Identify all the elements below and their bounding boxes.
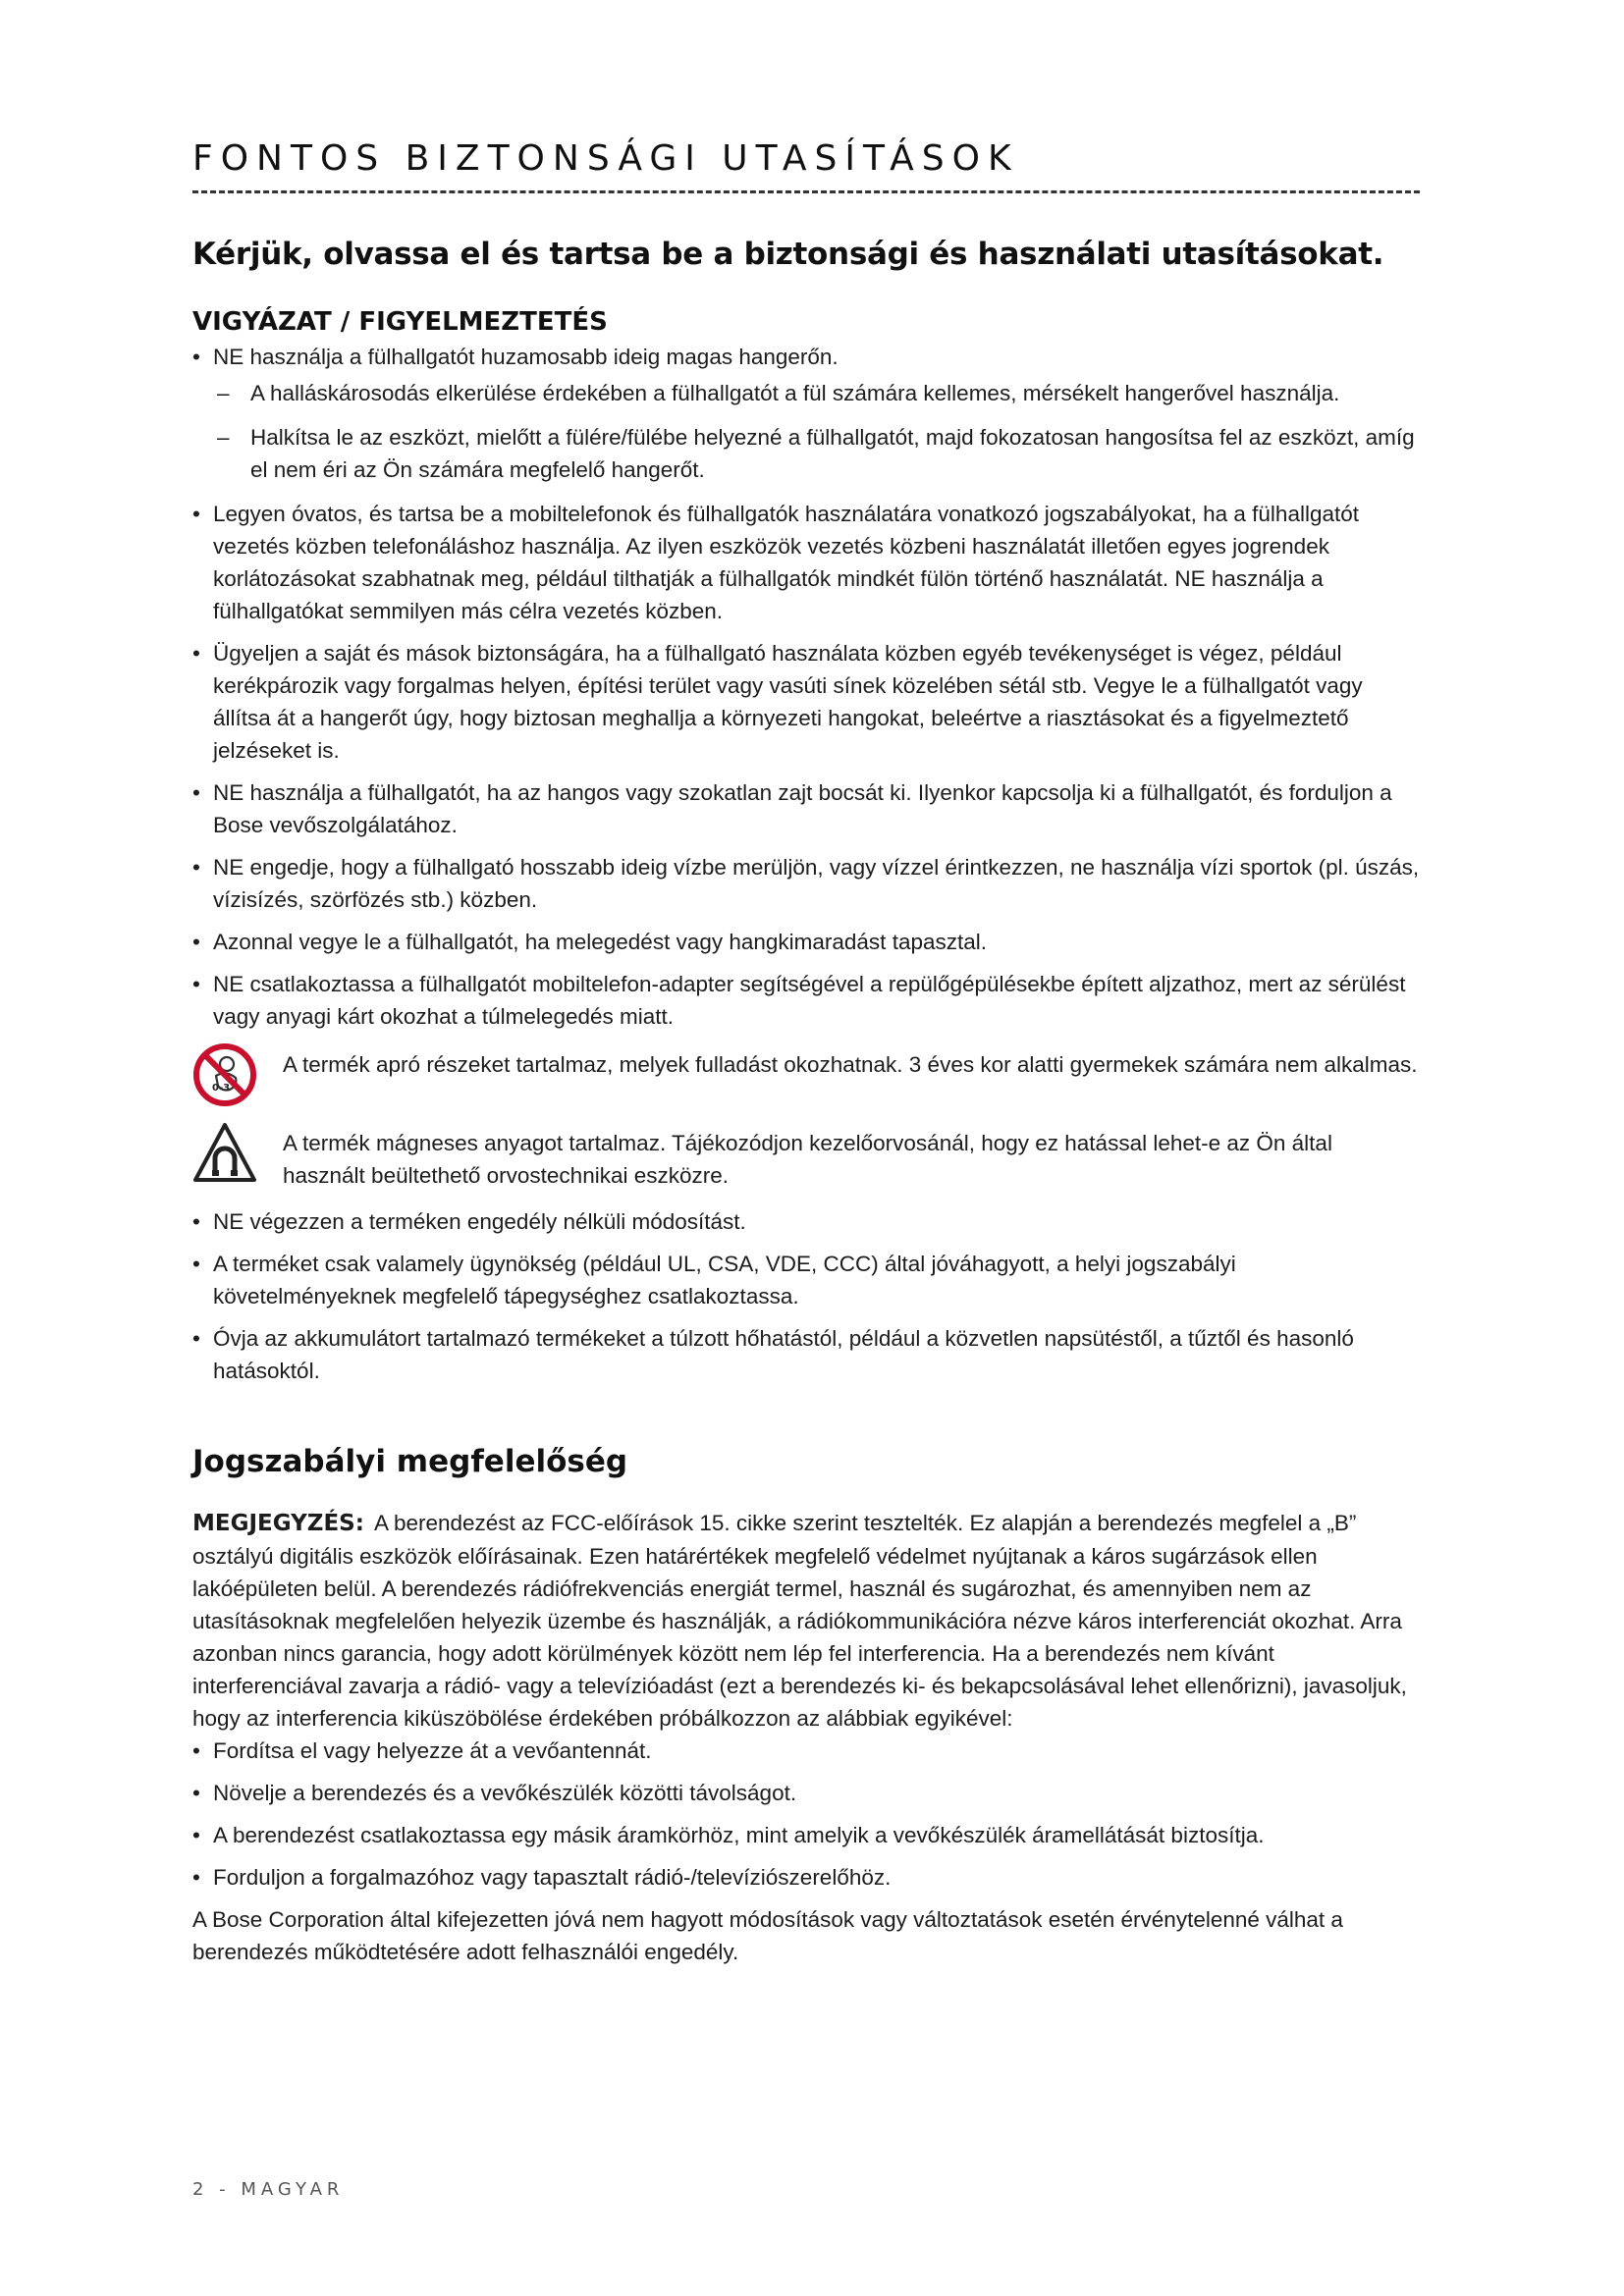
- warning-subitem: – A halláskárosodás elkerülése érdekében a fülhallgatót a fül számára kellemes, mérsékelt hangerővel használja.: [213, 377, 1420, 409]
- warning-list-continued: [192, 1205, 1420, 1387]
- warning-item: • NE engedje, hogy a fülhallgató hosszabb ideig vízbe merüljön, vagy vízzel érintkezzen, ne használja vízi sportok (pl. úszás, vízisízés, szörfözés stb.) közben.: [192, 851, 1420, 916]
- regulatory-heading: Jogszabályi megfelelőség: [192, 1444, 628, 1479]
- note-label: MEGJEGYZÉS:: [192, 1511, 364, 1536]
- note-text: A berendezést az FCC-előírások 15. cikke szerint tesztelték. Ez alapján a berendezés megfelel a „B” osztályú digitális eszközök előírásainak. Ezen határértékek megfelelő védelmet nyújtanak a káros sugárzások ellen lakóépületen belül. A berendezés rádiófrekvenciás energiát termel, használ és sugározhat, és amennyiben nem az utasításoknak megfelelően helyezik üzembe és használják, a rádiókommunikációra nézve káros interferenciát okozhat. Arra azonban nincs garancia, hogy adott körülmények között nem lép fel interferencia. Ha a berendezés nem kívánt interferenciával zavarja a rádió- vagy a televízióadást (ezt a berendezés ki- és bekapcsolásával lehet ellenőrizni), javasoljuk, hogy az interferencia kiküszöbölése érdekében próbálkozzon az alábbiak egyikével:: [192, 1511, 1407, 1731]
- title-divider: [192, 190, 1420, 193]
- page-footer: 2 - MAGYAR: [192, 2179, 345, 2200]
- choking-hazard-text: A termék apró részeket tartalmaz, melyek fulladást okozhatnak. 3 éves kor alatti gyermekek számára nem alkalmas.: [283, 1052, 1418, 1077]
- regulatory-item: • Forduljon a forgalmazóhoz vagy tapasztalt rádió-/televíziószerelőhöz.: [192, 1861, 1420, 1894]
- regulatory-note: [192, 1507, 1420, 1735]
- warning-item-text: NE használja a fülhallgatót huzamosabb ideig magas hangerőn.: [213, 345, 839, 369]
- magnet-notice: [192, 1121, 1420, 1192]
- warning-item: • A terméket csak valamely ügynökség (például UL, CSA, VDE, CCC) által jóváhagyott, a helyi jogszabályi követelményeknek megfelelő tápegységhez csatlakoztassa.: [192, 1248, 1420, 1312]
- warning-heading: VIGYÁZAT / FIGYELMEZTETÉS: [192, 307, 608, 337]
- svg-text:0-3: 0-3: [212, 1083, 231, 1094]
- magnet-notice-text: A termék mágneses anyagot tartalmaz. Tájékozódjon kezelőorvosánál, hogy ez hatással lehet-e az Ön által használt beültethető orvostechnikai eszközre.: [283, 1131, 1332, 1188]
- regulatory-item: • Növelje a berendezés és a vevőkészülék közötti távolságot.: [192, 1777, 1420, 1809]
- warning-item: • NE végezzen a terméken engedély nélküli módosítást.: [192, 1205, 1420, 1238]
- regulatory-closing: A Bose Corporation által kifejezetten jóvá nem hagyott módosítások vagy változtatások esetén érvénytelenné válhat a berendezés működtetésére adott felhasználói engedély.: [192, 1907, 1343, 1964]
- regulatory-list: [192, 1735, 1420, 1894]
- page-title: FONTOS BIZTONSÁGI UTASÍTÁSOK: [192, 138, 1019, 179]
- warning-subitem: – Halkítsa le az eszközt, mielőtt a fülére/fülébe helyezné a fülhallgatót, majd fokozatosan hangosítsa fel az eszközt, amíg el nem éri az Ön számára megfelelő hangerőt.: [213, 421, 1420, 486]
- choking-hazard-notice: [192, 1042, 1420, 1107]
- warning-item: • NE csatlakoztassa a fülhallgatót mobiltelefon-adapter segítségével a repülőgépülésekbe épített aljzathoz, mert az sérülést vagy anyagi kárt okozhat a túlmelegedés miatt.: [192, 968, 1420, 1033]
- warning-sublist: [213, 377, 1420, 486]
- choking-hazard-icon: [192, 1042, 257, 1107]
- magnet-warning-icon: [192, 1121, 257, 1186]
- regulatory-item: • Fordítsa el vagy helyezze át a vevőantennát.: [192, 1735, 1420, 1767]
- warning-item: • NE használja a fülhallgatót, ha az hangos vagy szokatlan zajt bocsát ki. Ilyenkor kapcsolja ki a fülhallgatót, és forduljon a Bose vevőszolgálatához.: [192, 776, 1420, 841]
- regulatory-item: • A berendezést csatlakoztassa egy másik áramkörhöz, mint amelyik a vevőkészülék áramellátását biztosítja.: [192, 1819, 1420, 1851]
- warning-item: • Legyen óvatos, és tartsa be a mobiltelefonok és fülhallgatók használatára vonatkozó jogszabályokat, ha a fülhallgatót vezetés közben telefonáláshoz használja. Az ilyen eszközök vezetés közbeni használatát illetően egyes jogrendek korlátozásokat szabhatnak meg, például tilthatják a fülhallgatók mindkét fülön történő használatát. NE használja a fülhallgatókat semmilyen más célra vezetés közben.: [192, 498, 1420, 627]
- warning-item: [192, 341, 1420, 486]
- warning-item: • Azonnal vegye le a fülhallgatót, ha melegedést vagy hangkimaradást tapasztal.: [192, 926, 1420, 958]
- warning-item: • Óvja az akkumulátort tartalmazó termékeket a túlzott hőhatástól, például a közvetlen napsütéstől, a tűztől és hasonló hatásoktól.: [192, 1322, 1420, 1387]
- page-content: [192, 137, 1420, 1991]
- intro-heading: Kérjük, olvassa el és tartsa be a biztonsági és használati utasításokat.: [192, 237, 1384, 272]
- warning-list: [192, 341, 1420, 1033]
- warning-item: • Ügyeljen a saját és mások biztonságára, ha a fülhallgató használata közben egyéb tevékenységet is végez, például kerékpározik vagy forgalmas helyen, építési terület vagy vasúti sínek közelében sétál stb. Vegye le a fülhallgatót vagy állítsa át a hangerőt úgy, hogy biztosan meghallja a környezeti hangokat, beleértve a riasztásokat és a figyelmeztető jelzéseket is.: [192, 637, 1420, 767]
